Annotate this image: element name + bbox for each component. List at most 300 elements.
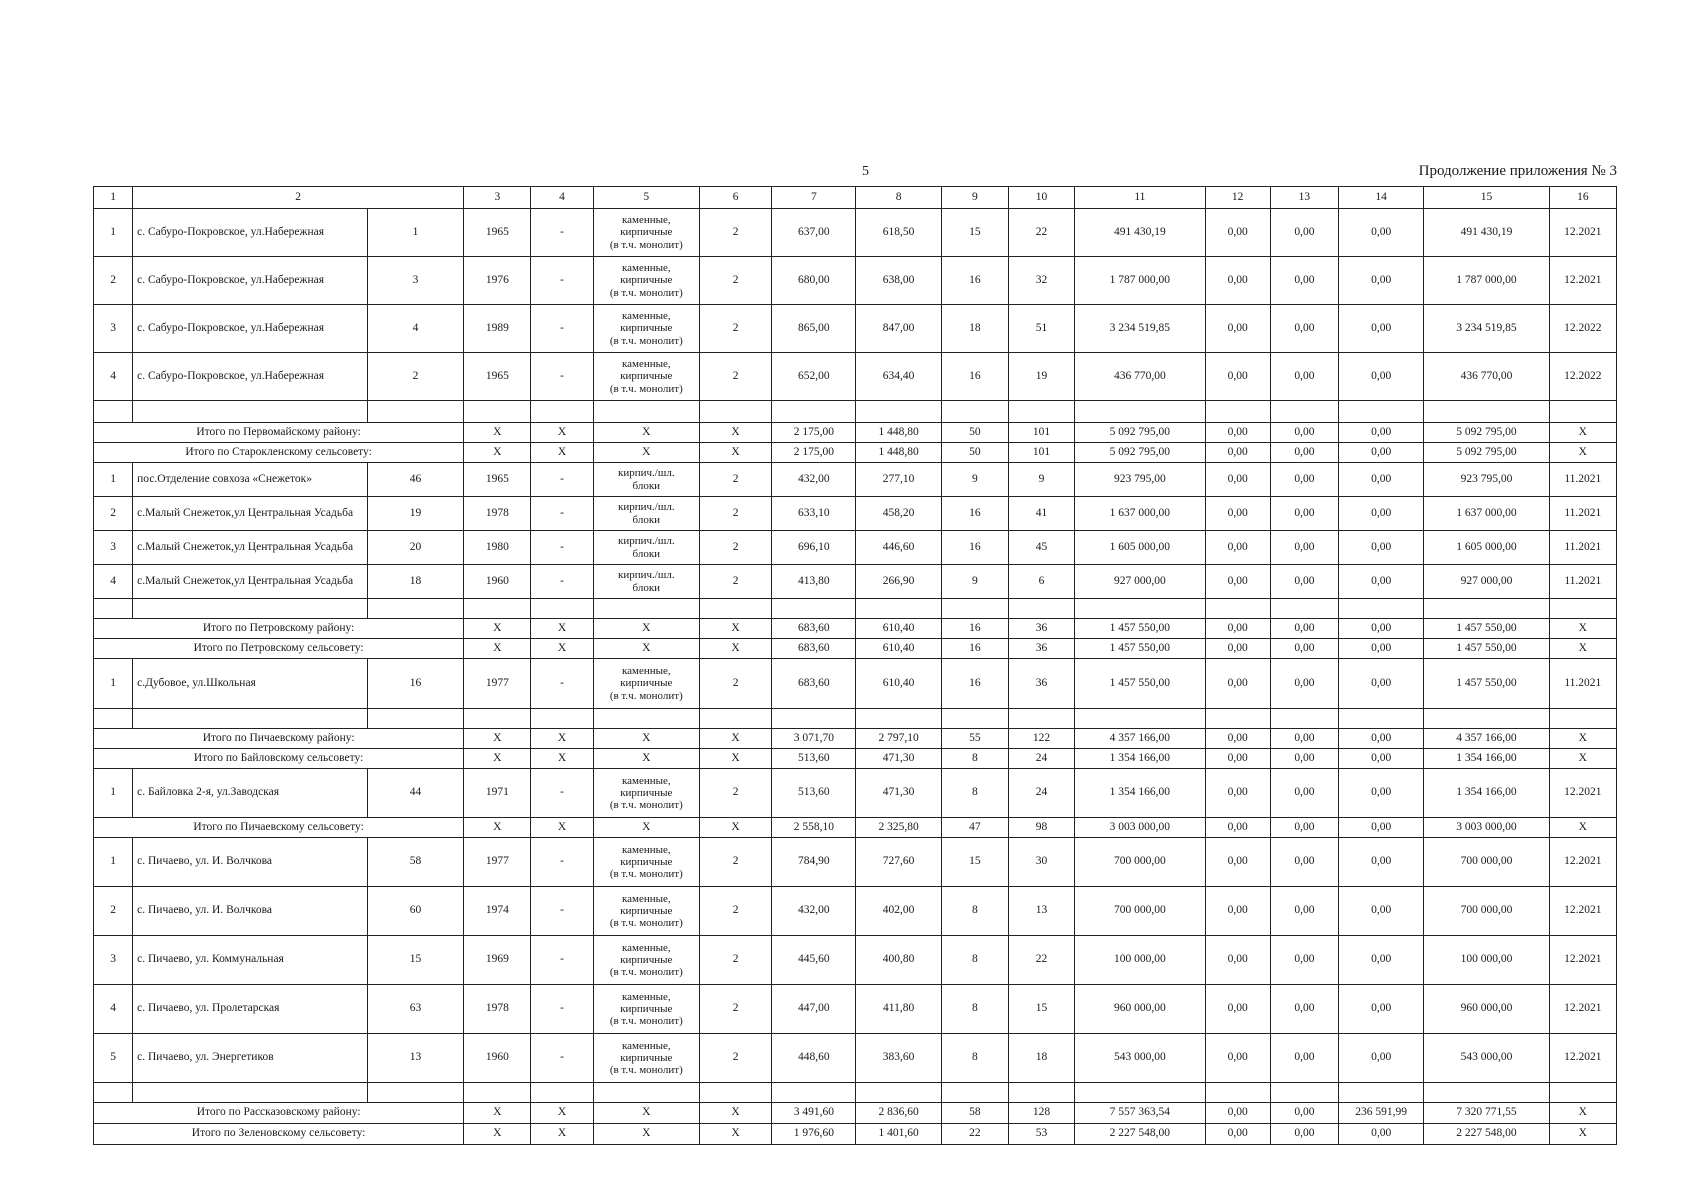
subtotal-label: Итого по Петровскому сельсовету:	[94, 639, 464, 659]
deadline-cell: X	[1549, 639, 1616, 659]
house-number-cell: 4	[367, 305, 463, 353]
fund-cell: 0,00	[1205, 497, 1270, 531]
col4-cell: -	[531, 305, 593, 353]
fund-cell: 0,00	[1205, 838, 1270, 887]
material-cell: X	[593, 749, 699, 769]
empty-cell	[1549, 709, 1616, 729]
area-total-cell: 637,00	[772, 209, 856, 257]
col4-cell: -	[531, 257, 593, 305]
flats-cell: 16	[941, 659, 1008, 709]
owners-cell: 4 357 166,00	[1424, 729, 1549, 749]
fund-cell: 0,00	[1205, 639, 1270, 659]
empty-cell	[367, 401, 463, 423]
budget-region-cell: 0,00	[1270, 1034, 1338, 1083]
owners-cell: 960 000,00	[1424, 985, 1549, 1034]
budget-region-cell: 0,00	[1270, 1124, 1338, 1145]
residents-cell: 13	[1008, 887, 1074, 936]
deadline-cell: 11.2021	[1549, 531, 1616, 565]
col-number: 14	[1339, 187, 1424, 209]
material-cell: каменные, кирпичные (в т.ч. монолит)	[593, 305, 699, 353]
subtotal-label: Итого по Старокленскому сельсовету:	[94, 443, 464, 463]
flats-cell: 16	[941, 531, 1008, 565]
year-cell: X	[464, 749, 531, 769]
row-number: 1	[94, 463, 133, 497]
deadline-cell: 11.2021	[1549, 497, 1616, 531]
material-cell: X	[593, 729, 699, 749]
deadline-cell: 11.2021	[1549, 565, 1616, 599]
area-total-cell: 1 976,60	[772, 1124, 856, 1145]
area-living-cell: 847,00	[856, 305, 941, 353]
budget-local-cell: 0,00	[1339, 769, 1424, 818]
subtotal-row	[94, 1124, 1617, 1145]
residents-cell: 41	[1008, 497, 1074, 531]
house-number-cell: 16	[367, 659, 463, 709]
deadline-cell: 12.2022	[1549, 353, 1616, 401]
budget-local-cell: 236 591,99	[1339, 1103, 1424, 1124]
deadline-cell: X	[1549, 1103, 1616, 1124]
residents-cell: 45	[1008, 531, 1074, 565]
col-number: 6	[699, 187, 771, 209]
flats-cell: 8	[941, 936, 1008, 985]
subtotal-row	[94, 729, 1617, 749]
budget-region-cell: 0,00	[1270, 887, 1338, 936]
material-cell: X	[593, 1103, 699, 1124]
fund-cell: 0,00	[1205, 423, 1270, 443]
col4-cell: -	[531, 659, 593, 709]
floors-cell: 2	[699, 659, 771, 709]
residents-cell: 32	[1008, 257, 1074, 305]
empty-cell	[94, 1083, 133, 1103]
empty-cell	[699, 1083, 771, 1103]
cost-total-cell: 1 457 550,00	[1075, 619, 1205, 639]
house-number-cell: 3	[367, 257, 463, 305]
fund-cell: 0,00	[1205, 443, 1270, 463]
col4-cell: X	[531, 423, 593, 443]
empty-cell	[94, 599, 133, 619]
material-cell: каменные, кирпичные (в т.ч. монолит)	[593, 936, 699, 985]
blank-row	[94, 709, 1617, 729]
budget-region-cell: 0,00	[1270, 619, 1338, 639]
year-cell: X	[464, 423, 531, 443]
year-cell: 1977	[464, 838, 531, 887]
budget-region-cell: 0,00	[1270, 1103, 1338, 1124]
empty-cell	[1339, 709, 1424, 729]
house-number-cell: 1	[367, 209, 463, 257]
deadline-cell: 11.2021	[1549, 659, 1616, 709]
subtotal-row	[94, 749, 1617, 769]
empty-cell	[1424, 401, 1549, 423]
budget-region-cell: 0,00	[1270, 257, 1338, 305]
year-cell: 1965	[464, 353, 531, 401]
deadline-cell: 12.2021	[1549, 936, 1616, 985]
empty-cell	[464, 709, 531, 729]
year-cell: X	[464, 1103, 531, 1124]
cost-total-cell: 960 000,00	[1075, 985, 1205, 1034]
area-living-cell: 400,80	[856, 936, 941, 985]
floors-cell: X	[699, 818, 771, 838]
budget-local-cell: 0,00	[1339, 531, 1424, 565]
floors-cell: 2	[699, 769, 771, 818]
empty-cell	[1270, 599, 1338, 619]
budget-local-cell: 0,00	[1339, 619, 1424, 639]
fund-cell: 0,00	[1205, 887, 1270, 936]
year-cell: 1971	[464, 769, 531, 818]
residents-cell: 36	[1008, 659, 1074, 709]
floors-cell: 2	[699, 838, 771, 887]
area-living-cell: 610,40	[856, 659, 941, 709]
empty-cell	[464, 1083, 531, 1103]
floors-cell: X	[699, 1103, 771, 1124]
empty-cell	[856, 1083, 941, 1103]
subtotal-label: Итого по Первомайскому району:	[94, 423, 464, 443]
row-number: 2	[94, 257, 133, 305]
budget-local-cell: 0,00	[1339, 1034, 1424, 1083]
col4-cell: -	[531, 936, 593, 985]
col4-cell: X	[531, 443, 593, 463]
deadline-cell: X	[1549, 619, 1616, 639]
owners-cell: 3 003 000,00	[1424, 818, 1549, 838]
material-cell: X	[593, 423, 699, 443]
area-living-cell: 446,60	[856, 531, 941, 565]
table-row	[94, 1034, 1617, 1083]
subtotal-label: Итого по Зеленовскому сельсовету:	[94, 1124, 464, 1145]
floors-cell: 2	[699, 209, 771, 257]
col4-cell: -	[531, 1034, 593, 1083]
empty-cell	[1339, 599, 1424, 619]
empty-cell	[1008, 599, 1074, 619]
budget-local-cell: 0,00	[1339, 565, 1424, 599]
budget-region-cell: 0,00	[1270, 729, 1338, 749]
empty-cell	[941, 1083, 1008, 1103]
material-cell: каменные, кирпичные (в т.ч. монолит)	[593, 659, 699, 709]
budget-local-cell: 0,00	[1339, 443, 1424, 463]
address-cell: с. Сабуро-Покровское, ул.Набережная	[133, 305, 368, 353]
cost-total-cell: 3 003 000,00	[1075, 818, 1205, 838]
floors-cell: 2	[699, 1034, 771, 1083]
material-cell: кирпич./шл. блоки	[593, 531, 699, 565]
col4-cell: -	[531, 565, 593, 599]
area-total-cell: 633,10	[772, 497, 856, 531]
empty-cell	[1339, 401, 1424, 423]
cost-total-cell: 1 457 550,00	[1075, 659, 1205, 709]
empty-cell	[464, 599, 531, 619]
area-living-cell: 1 448,80	[856, 423, 941, 443]
floors-cell: X	[699, 729, 771, 749]
cost-total-cell: 3 234 519,85	[1075, 305, 1205, 353]
owners-cell: 923 795,00	[1424, 463, 1549, 497]
fund-cell: 0,00	[1205, 936, 1270, 985]
residents-cell: 22	[1008, 209, 1074, 257]
area-total-cell: 865,00	[772, 305, 856, 353]
area-total-cell: 513,60	[772, 749, 856, 769]
col-number: 16	[1549, 187, 1616, 209]
address-cell: с. Пичаево, ул. Энергетиков	[133, 1034, 368, 1083]
area-total-cell: 3 491,60	[772, 1103, 856, 1124]
area-total-cell: 2 558,10	[772, 818, 856, 838]
material-cell: каменные, кирпичные (в т.ч. монолит)	[593, 353, 699, 401]
area-total-cell: 432,00	[772, 463, 856, 497]
row-number: 3	[94, 936, 133, 985]
year-cell: 1974	[464, 887, 531, 936]
residents-cell: 30	[1008, 838, 1074, 887]
address-cell: с.Малый Снежеток,ул Центральная Усадьба	[133, 497, 368, 531]
budget-local-cell: 0,00	[1339, 818, 1424, 838]
cost-total-cell: 700 000,00	[1075, 838, 1205, 887]
deadline-cell: X	[1549, 729, 1616, 749]
subtotal-label: Итого по Петровскому району:	[94, 619, 464, 639]
empty-cell	[593, 599, 699, 619]
owners-cell: 927 000,00	[1424, 565, 1549, 599]
subtotal-row	[94, 423, 1617, 443]
empty-cell	[772, 1083, 856, 1103]
empty-cell	[531, 1083, 593, 1103]
budget-region-cell: 0,00	[1270, 531, 1338, 565]
cost-total-cell: 2 227 548,00	[1075, 1124, 1205, 1145]
deadline-cell: 12.2021	[1549, 257, 1616, 305]
material-cell: X	[593, 818, 699, 838]
table-row	[94, 305, 1617, 353]
owners-cell: 1 457 550,00	[1424, 639, 1549, 659]
area-total-cell: 652,00	[772, 353, 856, 401]
address-cell: с. Пичаево, ул. И. Волчкова	[133, 838, 368, 887]
cost-total-cell: 1 605 000,00	[1075, 531, 1205, 565]
budget-region-cell: 0,00	[1270, 443, 1338, 463]
subtotal-row	[94, 443, 1617, 463]
cost-total-cell: 5 092 795,00	[1075, 423, 1205, 443]
row-number: 3	[94, 305, 133, 353]
owners-cell: 1 354 166,00	[1424, 769, 1549, 818]
material-cell: каменные, кирпичные (в т.ч. монолит)	[593, 985, 699, 1034]
table-row	[94, 463, 1617, 497]
fund-cell: 0,00	[1205, 1124, 1270, 1145]
fund-cell: 0,00	[1205, 659, 1270, 709]
address-cell: с. Пичаево, ул. Коммунальная	[133, 936, 368, 985]
empty-cell	[133, 401, 368, 423]
col-number: 13	[1270, 187, 1338, 209]
budget-local-cell: 0,00	[1339, 659, 1424, 709]
budget-region-cell: 0,00	[1270, 209, 1338, 257]
budget-region-cell: 0,00	[1270, 423, 1338, 443]
empty-cell	[1339, 1083, 1424, 1103]
cost-total-cell: 927 000,00	[1075, 565, 1205, 599]
floors-cell: 2	[699, 531, 771, 565]
floors-cell: 2	[699, 353, 771, 401]
row-number: 5	[94, 1034, 133, 1083]
owners-cell: 1 354 166,00	[1424, 749, 1549, 769]
fund-cell: 0,00	[1205, 565, 1270, 599]
deadline-cell: 12.2022	[1549, 305, 1616, 353]
empty-cell	[133, 1083, 368, 1103]
col4-cell: -	[531, 463, 593, 497]
floors-cell: X	[699, 749, 771, 769]
area-living-cell: 638,00	[856, 257, 941, 305]
subtotal-label: Итого по Пичаевскому сельсовету:	[94, 818, 464, 838]
row-number: 4	[94, 985, 133, 1034]
empty-cell	[367, 599, 463, 619]
cost-total-cell: 700 000,00	[1075, 887, 1205, 936]
column-number-row	[94, 187, 1617, 209]
residents-cell: 122	[1008, 729, 1074, 749]
flats-cell: 8	[941, 985, 1008, 1034]
cost-total-cell: 4 357 166,00	[1075, 729, 1205, 749]
area-living-cell: 402,00	[856, 887, 941, 936]
area-living-cell: 383,60	[856, 1034, 941, 1083]
area-total-cell: 784,90	[772, 838, 856, 887]
col-number: 4	[531, 187, 593, 209]
address-cell: пос.Отделение совхоза «Снежеток»	[133, 463, 368, 497]
empty-cell	[1075, 401, 1205, 423]
empty-cell	[531, 401, 593, 423]
area-total-cell: 683,60	[772, 639, 856, 659]
flats-cell: 55	[941, 729, 1008, 749]
area-total-cell: 448,60	[772, 1034, 856, 1083]
empty-cell	[1424, 1083, 1549, 1103]
subtotal-row	[94, 818, 1617, 838]
floors-cell: X	[699, 1124, 771, 1145]
col-number: 10	[1008, 187, 1074, 209]
area-living-cell: 471,30	[856, 769, 941, 818]
area-total-cell: 432,00	[772, 887, 856, 936]
budget-local-cell: 0,00	[1339, 887, 1424, 936]
budget-local-cell: 0,00	[1339, 749, 1424, 769]
area-living-cell: 1 401,60	[856, 1124, 941, 1145]
residents-cell: 24	[1008, 749, 1074, 769]
area-living-cell: 634,40	[856, 353, 941, 401]
area-living-cell: 2 797,10	[856, 729, 941, 749]
col4-cell: -	[531, 497, 593, 531]
owners-cell: 2 227 548,00	[1424, 1124, 1549, 1145]
address-cell: с. Сабуро-Покровское, ул.Набережная	[133, 353, 368, 401]
col-number: 8	[856, 187, 941, 209]
deadline-cell: 12.2021	[1549, 838, 1616, 887]
empty-cell	[94, 709, 133, 729]
flats-cell: 58	[941, 1103, 1008, 1124]
empty-cell	[593, 709, 699, 729]
table-row	[94, 565, 1617, 599]
material-cell: каменные, кирпичные (в т.ч. монолит)	[593, 1034, 699, 1083]
year-cell: 1965	[464, 209, 531, 257]
col-number: 5	[593, 187, 699, 209]
row-number: 1	[94, 209, 133, 257]
col4-cell: X	[531, 818, 593, 838]
empty-cell	[1270, 1083, 1338, 1103]
col-number: 9	[941, 187, 1008, 209]
col4-cell: X	[531, 1103, 593, 1124]
empty-cell	[1549, 599, 1616, 619]
material-cell: X	[593, 619, 699, 639]
row-number: 2	[94, 887, 133, 936]
col-number: 3	[464, 187, 531, 209]
floors-cell: X	[699, 619, 771, 639]
empty-cell	[941, 599, 1008, 619]
flats-cell: 16	[941, 639, 1008, 659]
budget-region-cell: 0,00	[1270, 497, 1338, 531]
appendix-note: Продолжение приложения № 3	[1418, 163, 1617, 179]
area-total-cell: 447,00	[772, 985, 856, 1034]
blank-row	[94, 1083, 1617, 1103]
empty-cell	[1205, 709, 1270, 729]
empty-cell	[1075, 709, 1205, 729]
area-living-cell: 1 448,80	[856, 443, 941, 463]
floors-cell: 2	[699, 565, 771, 599]
residents-cell: 6	[1008, 565, 1074, 599]
budget-local-cell: 0,00	[1339, 838, 1424, 887]
col4-cell: -	[531, 531, 593, 565]
floors-cell: X	[699, 639, 771, 659]
empty-cell	[699, 599, 771, 619]
address-cell: с.Дубовое, ул.Школьная	[133, 659, 368, 709]
area-total-cell: 696,10	[772, 531, 856, 565]
fund-cell: 0,00	[1205, 1034, 1270, 1083]
subtotal-label: Итого по Пичаевскому району:	[94, 729, 464, 749]
flats-cell: 8	[941, 887, 1008, 936]
row-number: 3	[94, 531, 133, 565]
empty-cell	[941, 709, 1008, 729]
budget-region-cell: 0,00	[1270, 749, 1338, 769]
residents-cell: 36	[1008, 639, 1074, 659]
owners-cell: 7 320 771,55	[1424, 1103, 1549, 1124]
floors-cell: X	[699, 423, 771, 443]
table-row	[94, 209, 1617, 257]
owners-cell: 1 605 000,00	[1424, 531, 1549, 565]
fund-cell: 0,00	[1205, 305, 1270, 353]
empty-cell	[1008, 709, 1074, 729]
flats-cell: 18	[941, 305, 1008, 353]
deadline-cell: 12.2021	[1549, 209, 1616, 257]
empty-cell	[772, 709, 856, 729]
floors-cell: 2	[699, 936, 771, 985]
area-living-cell: 411,80	[856, 985, 941, 1034]
cost-total-cell: 923 795,00	[1075, 463, 1205, 497]
year-cell: 1977	[464, 659, 531, 709]
residents-cell: 128	[1008, 1103, 1074, 1124]
area-total-cell: 445,60	[772, 936, 856, 985]
year-cell: 1960	[464, 565, 531, 599]
flats-cell: 15	[941, 209, 1008, 257]
fund-cell: 0,00	[1205, 463, 1270, 497]
budget-local-cell: 0,00	[1339, 985, 1424, 1034]
empty-cell	[367, 709, 463, 729]
flats-cell: 16	[941, 497, 1008, 531]
deadline-cell: 11.2021	[1549, 463, 1616, 497]
table-row	[94, 985, 1617, 1034]
col4-cell: -	[531, 838, 593, 887]
fund-cell: 0,00	[1205, 729, 1270, 749]
year-cell: 1980	[464, 531, 531, 565]
blank-row	[94, 401, 1617, 423]
year-cell: 1978	[464, 985, 531, 1034]
area-total-cell: 413,80	[772, 565, 856, 599]
budget-local-cell: 0,00	[1339, 936, 1424, 985]
cost-total-cell: 1 457 550,00	[1075, 639, 1205, 659]
empty-cell	[856, 709, 941, 729]
material-cell: каменные, кирпичные (в т.ч. монолит)	[593, 887, 699, 936]
empty-cell	[1075, 599, 1205, 619]
flats-cell: 8	[941, 769, 1008, 818]
owners-cell: 1 457 550,00	[1424, 619, 1549, 639]
material-cell: кирпич./шл. блоки	[593, 565, 699, 599]
floors-cell: 2	[699, 497, 771, 531]
fund-cell: 0,00	[1205, 1103, 1270, 1124]
flats-cell: 50	[941, 423, 1008, 443]
cost-total-cell: 1 787 000,00	[1075, 257, 1205, 305]
budget-local-cell: 0,00	[1339, 497, 1424, 531]
col4-cell: -	[531, 209, 593, 257]
area-living-cell: 266,90	[856, 565, 941, 599]
budget-region-cell: 0,00	[1270, 818, 1338, 838]
empty-cell	[94, 401, 133, 423]
col4-cell: X	[531, 749, 593, 769]
